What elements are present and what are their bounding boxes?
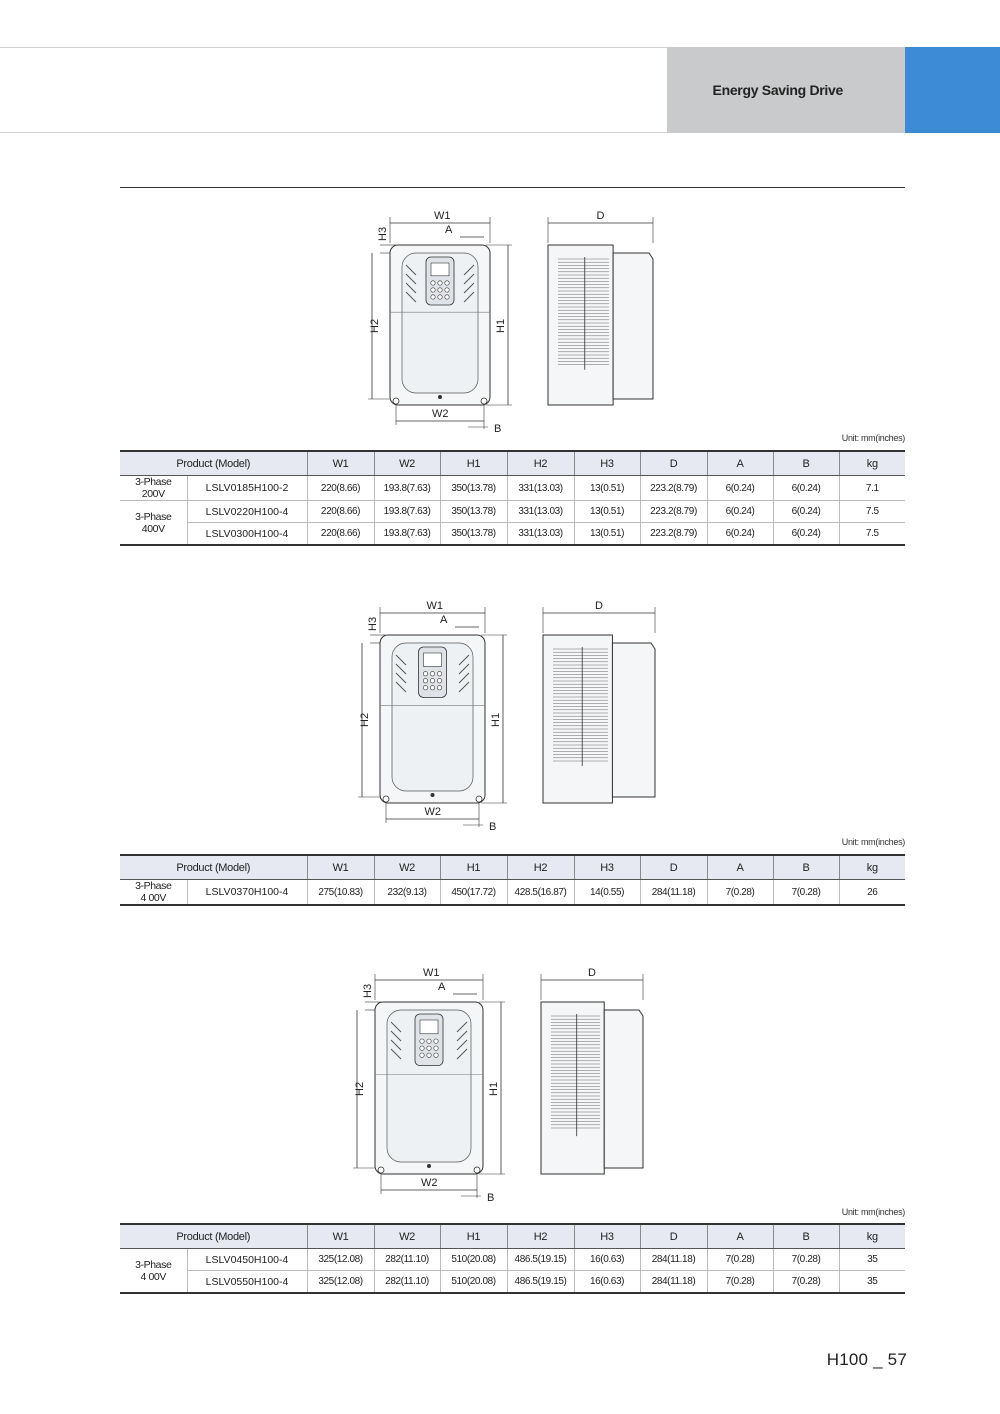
value-cell: 331(13.03) [507,523,574,546]
spec-table-2 [120,854,905,906]
h1-label: H1 [488,1081,500,1096]
column-header: Product (Model) [120,451,307,476]
value-cell: 16(0.63) [574,1271,640,1294]
front-view [390,245,490,405]
a-dimension [445,224,484,237]
unit-note-1: Unit: mm(inches) [841,433,905,443]
w2-dimension [386,803,479,827]
column-header: H3 [574,451,640,476]
value-cell: 13(0.51) [574,476,640,501]
front-view [380,635,485,803]
value-cell: 282(11.10) [374,1271,440,1294]
value-cell: 6(0.24) [707,476,773,501]
section-divider [120,187,905,188]
value-cell: 13(0.51) [574,523,640,546]
a-dimension [438,981,477,994]
h2-label: H2 [354,1081,366,1096]
w2-dimension [396,405,484,429]
column-header: W1 [307,1224,374,1249]
value-cell: 7(0.28) [707,1249,773,1271]
model-cell: LSLV0220H100-4 [187,501,307,523]
value-cell: 275(10.83) [307,880,374,906]
d-dimension [541,967,643,1000]
d-label: D [588,967,596,979]
value-cell: 35 [839,1249,905,1271]
w1-label: W1 [426,600,443,612]
unit-note-2: Unit: mm(inches) [841,837,905,847]
value-cell: 6(0.24) [773,501,839,523]
column-header: H2 [507,451,574,476]
b-dimension [468,423,501,435]
value-cell: 325(12.08) [307,1249,374,1271]
column-header: D [640,855,707,880]
d-dimension [548,210,653,243]
header-title-band [667,47,905,133]
value-cell: 7(0.28) [773,1271,839,1294]
phase-line: 3-Phase [135,476,172,488]
model-cell: LSLV0450H100-4 [187,1249,307,1271]
b-label: B [487,1192,495,1204]
a-dimension [440,614,479,627]
dimension-diagram-1 [355,205,680,435]
value-cell: 193.8(7.63) [374,501,440,523]
b-dimension [461,1192,494,1204]
d-label: D [595,600,603,612]
column-header: W2 [374,451,440,476]
d-label: D [596,210,605,222]
column-header: H1 [440,1224,507,1249]
b-label: B [494,423,502,435]
model-cell: LSLV0550H100-4 [187,1271,307,1294]
h1-label: H1 [490,712,502,727]
value-cell: 450(17.72) [440,880,507,906]
value-cell: 350(13.78) [440,476,507,501]
model-cell: LSLV0370H100-4 [187,880,307,906]
column-header: H2 [507,855,574,880]
value-cell: 6(0.24) [707,501,773,523]
w2-label: W2 [421,1177,438,1189]
spec-table-1 [120,450,905,546]
value-cell: 220(8.66) [307,476,374,501]
w1-dimension [380,600,485,633]
column-header: B [773,855,839,880]
w2-label: W2 [424,806,441,818]
b-label: B [489,821,497,833]
w2-dimension [381,1174,477,1198]
value-cell: 223.2(8.79) [640,523,707,546]
value-cell: 223.2(8.79) [640,501,707,523]
column-header: H3 [574,1224,640,1249]
value-cell: 220(8.66) [307,523,374,546]
h3-label: H3 [362,983,374,998]
table-row [120,523,905,546]
value-cell: 350(13.78) [440,501,507,523]
value-cell: 331(13.03) [507,501,574,523]
w1-label: W1 [434,210,451,222]
b-dimension [463,821,496,833]
value-cell: 7(0.28) [707,1271,773,1294]
column-header: W1 [307,855,374,880]
phase-cell [120,501,187,546]
phase-line: 3-Phase [135,880,172,892]
column-header: B [773,451,839,476]
column-header: A [707,855,773,880]
value-cell: 220(8.66) [307,501,374,523]
table-row [120,476,905,501]
column-header: kg [839,451,905,476]
value-cell: 7.5 [839,501,905,523]
side-view [541,1002,643,1174]
value-cell: 6(0.24) [773,523,839,546]
value-cell: 13(0.51) [574,501,640,523]
value-cell: 7.5 [839,523,905,546]
column-header: H3 [574,855,640,880]
h2-label: H2 [369,318,381,333]
column-header: D [640,1224,707,1249]
table-row [120,1271,905,1294]
side-view [543,635,655,803]
h1-label: H1 [495,318,507,333]
column-header: H1 [440,855,507,880]
column-header: kg [839,1224,905,1249]
value-cell: 232(9.13) [374,880,440,906]
phase-line: 3-Phase [135,510,172,523]
value-cell: 193.8(7.63) [374,476,440,501]
value-cell: 6(0.24) [707,523,773,546]
h2-label: H2 [359,712,371,727]
header-accent-block [905,47,1000,133]
a-label: A [445,224,453,236]
value-cell: 428.5(16.87) [507,880,574,906]
phase-line: 4 00V [140,892,166,904]
h3-label: H3 [367,616,379,631]
value-cell: 14(0.55) [574,880,640,906]
header-row [120,855,905,880]
header-top-rule [0,47,667,48]
value-cell: 7.1 [839,476,905,501]
phase-cell [120,880,187,906]
value-cell: 331(13.03) [507,476,574,501]
value-cell: 486.5(19.15) [507,1271,574,1294]
column-header: A [707,1224,773,1249]
column-header: kg [839,855,905,880]
phase-line: 4 00V [140,1270,166,1283]
value-cell: 7(0.28) [773,880,839,906]
a-label: A [438,981,446,993]
dimension-diagram-2 [345,595,682,833]
column-header: W2 [374,1224,440,1249]
model-cell: LSLV0300H100-4 [187,523,307,546]
value-cell: 284(11.18) [640,1271,707,1294]
value-cell: 325(12.08) [307,1271,374,1294]
value-cell: 6(0.24) [773,476,839,501]
a-label: A [440,614,448,626]
value-cell: 16(0.63) [574,1249,640,1271]
phase-line: 3-Phase [135,1258,172,1271]
phase-line: 400V [141,522,165,535]
value-cell: 510(20.08) [440,1271,507,1294]
phase-cell [120,1249,187,1294]
phase-line: 200V [141,488,165,500]
phase-cell [120,476,187,501]
value-cell: 284(11.18) [640,1249,707,1271]
value-cell: 284(11.18) [640,880,707,906]
value-cell: 193.8(7.63) [374,523,440,546]
front-view [375,1002,483,1174]
column-header: W1 [307,451,374,476]
value-cell: 282(11.10) [374,1249,440,1271]
value-cell: 486.5(19.15) [507,1249,574,1271]
model-cell: LSLV0185H100-2 [187,476,307,501]
column-header: Product (Model) [120,1224,307,1249]
table-row [120,1249,905,1271]
w2-label: W2 [432,408,449,420]
value-cell: 223.2(8.79) [640,476,707,501]
column-header: W2 [374,855,440,880]
side-view [548,245,653,405]
unit-note-3: Unit: mm(inches) [841,1207,905,1217]
header-row [120,451,905,476]
header-row [120,1224,905,1249]
value-cell: 7(0.28) [707,880,773,906]
dimension-diagram-3 [340,962,670,1204]
value-cell: 7(0.28) [773,1249,839,1271]
spec-table-3 [120,1223,905,1294]
table-row [120,501,905,523]
header-title: Energy Saving Drive [712,82,843,98]
w1-label: W1 [423,967,440,979]
h3-label: H3 [377,226,389,241]
column-header: A [707,451,773,476]
value-cell: 350(13.78) [440,523,507,546]
d-dimension [543,600,655,633]
header-bottom-rule [0,132,667,133]
column-header: B [773,1224,839,1249]
table-row [120,880,905,906]
column-header: H1 [440,451,507,476]
value-cell: 26 [839,880,905,906]
column-header: H2 [507,1224,574,1249]
w1-dimension [375,967,483,1000]
page-number: H100 _ 57 [826,1350,907,1369]
value-cell: 510(20.08) [440,1249,507,1271]
column-header: D [640,451,707,476]
column-header: Product (Model) [120,855,307,880]
value-cell: 35 [839,1271,905,1294]
w1-dimension [390,210,490,243]
